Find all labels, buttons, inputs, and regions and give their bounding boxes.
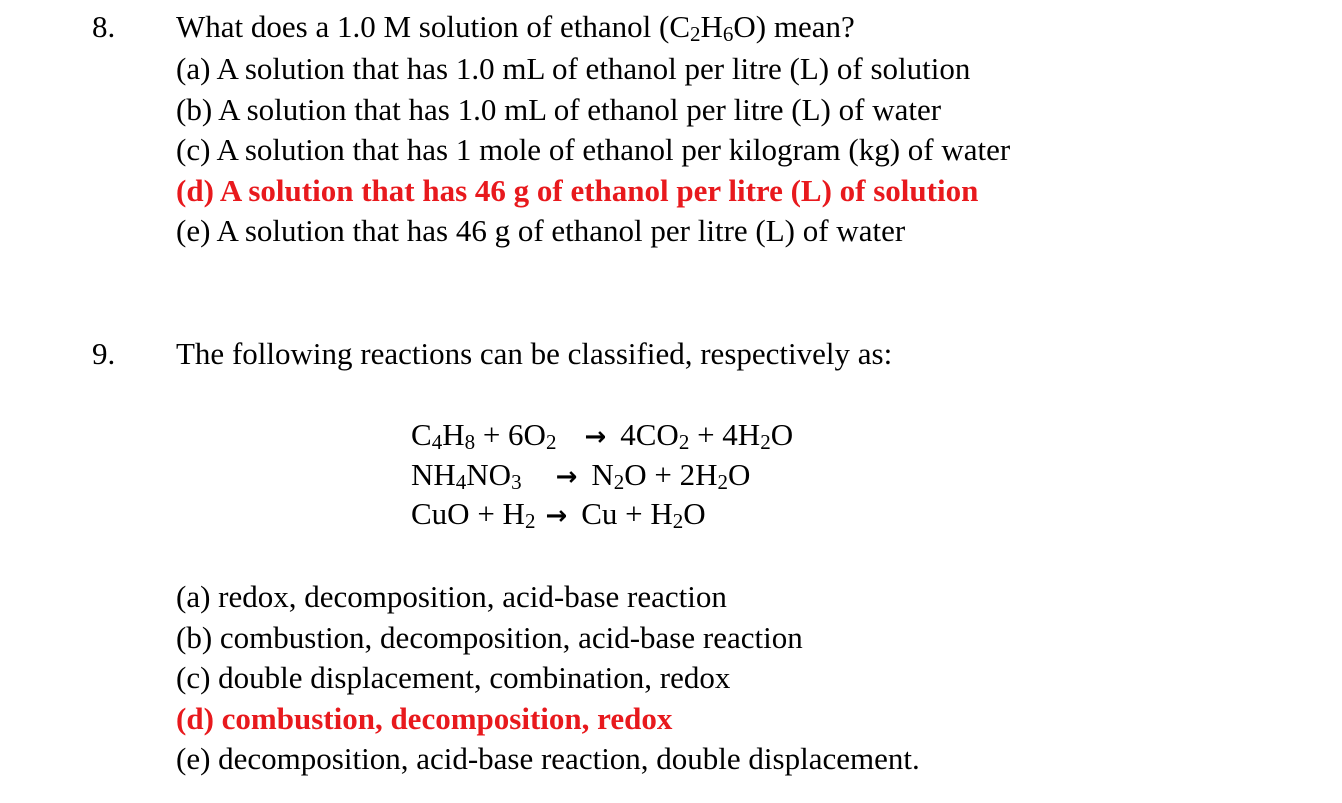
- formula-part: O + 2H: [624, 456, 718, 492]
- formula-subscript: 2: [760, 430, 771, 454]
- right-arrow-icon: →: [545, 501, 568, 531]
- answer-options: [176, 49, 1010, 252]
- stem-text-after: O) mean?: [733, 9, 855, 44]
- formula-part: H: [442, 417, 465, 452]
- formula-subscript: 2: [672, 509, 684, 533]
- formula-part: N: [591, 456, 614, 492]
- right-arrow-icon: →: [584, 422, 607, 452]
- formula-subscript: 3: [511, 469, 522, 494]
- question-number: 8.: [92, 9, 116, 44]
- question-number: 9.: [92, 336, 116, 371]
- equation-2: [411, 455, 793, 495]
- formula-subscript: 4: [431, 430, 443, 454]
- formula-part: + 6O: [475, 417, 546, 452]
- formula-part: C: [411, 417, 432, 452]
- equation-3: [411, 494, 793, 534]
- formula-part: NH: [411, 456, 456, 492]
- option-b: (b) combustion, decomposition, acid-base reaction: [176, 619, 803, 655]
- option-b: (b) A solution that has 1.0 mL of ethanol per litre (L) of water: [176, 91, 942, 127]
- question-stem: [176, 7, 855, 47]
- formula-subscript: 2: [545, 430, 557, 454]
- option-a: (a) redox, decomposition, acid-base reaction: [176, 579, 727, 614]
- option-e: (e) decomposition, acid-base reaction, double displacement.: [176, 741, 920, 776]
- formula-part: NO: [466, 456, 512, 492]
- stem-text-before: What does a 1.0 M solution of ethanol (C: [176, 9, 690, 44]
- answer-options: [176, 577, 920, 780]
- formula-part: Cu + H: [581, 496, 673, 531]
- formula-part: O: [770, 417, 794, 452]
- option-c: (c) A solution that has 1 mole of ethanol per kilogram (kg) of water: [176, 132, 1011, 167]
- formula-part: O: [683, 496, 706, 531]
- formula-subscript: 2: [678, 430, 690, 454]
- formula-part: O: [728, 456, 751, 492]
- stem-text-mid: H: [700, 9, 723, 44]
- formula-subscript: 2: [717, 469, 729, 494]
- option-c: (c) double displacement, combination, redox: [176, 660, 731, 695]
- equation-1: [411, 415, 793, 455]
- option-a: (a) A solution that has 1.0 mL of ethanol per litre (L) of solution: [176, 51, 971, 86]
- formula-part: + 4H: [689, 417, 761, 452]
- stem-subscript: 2: [690, 22, 701, 46]
- stem-subscript: 6: [722, 22, 734, 46]
- formula-subscript: 4: [455, 469, 467, 494]
- question-stem: The following reactions can be classified, respectively as:: [176, 336, 893, 371]
- formula-part: CuO + H: [411, 496, 525, 531]
- reaction-equations: [411, 415, 793, 534]
- option-d-correct-answer: (d) A solution that has 46 g of ethanol per litre (L) of solution: [176, 172, 979, 208]
- formula-part: 4CO: [620, 417, 679, 452]
- formula-subscript: 2: [613, 469, 625, 494]
- formula-subscript: 2: [524, 509, 536, 533]
- right-arrow-icon: →: [555, 461, 578, 492]
- option-e: (e) A solution that has 46 g of ethanol per litre (L) of water: [176, 213, 906, 248]
- option-d-correct-answer: (d) combustion, decomposition, redox: [176, 700, 673, 736]
- formula-subscript: 8: [464, 430, 476, 454]
